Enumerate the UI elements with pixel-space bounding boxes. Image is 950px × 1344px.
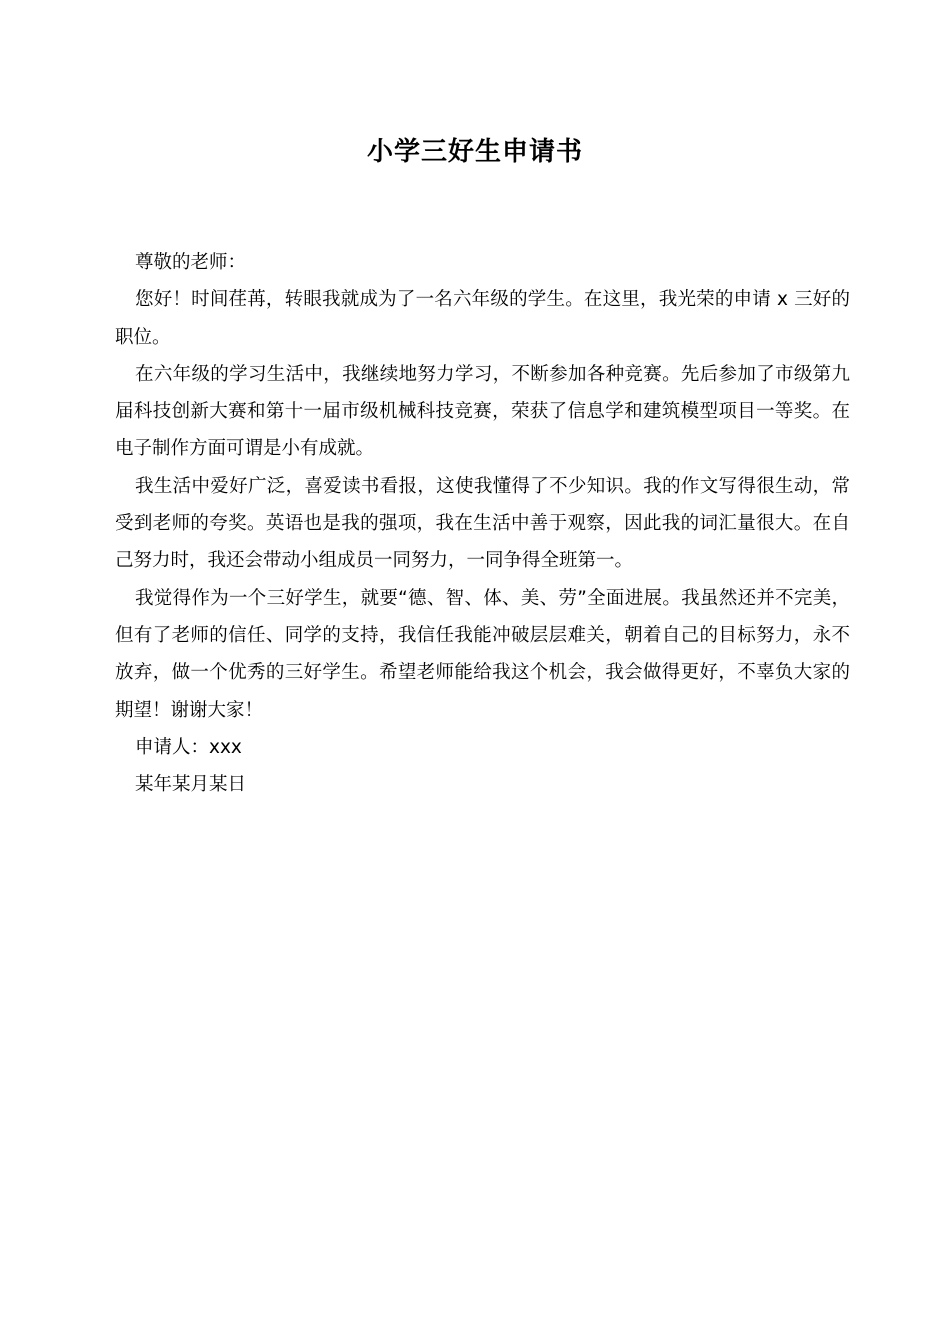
- document-title: 小学三好生申请书: [366, 137, 583, 167]
- paragraph-greeting: 您好！时间荏苒，转眼我就成为了一名六年级的学生。在这里，我光荣的申请 x 三好的职位。: [115, 289, 850, 348]
- salutation: 尊敬的老师：: [135, 252, 247, 273]
- document-date: 某年某月某日: [135, 774, 247, 796]
- applicant-signature: 申请人：xxx: [135, 736, 242, 758]
- paragraph-conclusion: 我觉得作为一个三好学生，就要“德、智、体、美、劳”全面进展。我虽然还并不完美，但有了老师的信任、同学的支持，我信任我能冲破层层难关，朝着自己的目标努力，永不放弃，做一个优秀的三好学生。希望老师能给我这个机会，我会做得更好，不辜负大家的期望！谢谢大家！: [115, 587, 850, 721]
- paragraph-hobbies: 我生活中爱好广泛，喜爱读书看报，这使我懂得了不少知识。我的作文写得很生动，常受到老师的夸奖。英语也是我的强项，我在生活中善于观察，因此我的词汇量很大。在自己努力时，我还会带动小组成员一同努力，一同争得全班第一。: [115, 475, 850, 572]
- paragraph-study: 在六年级的学习生活中，我继续地努力学习，不断参加各种竞赛。先后参加了市级第九届科技创新大赛和第十一届市级机械科技竞赛，荣获了信息学和建筑模型项目一等奖。在电子制作方面可谓是小有成就。: [115, 363, 850, 460]
- document-body: [115, 244, 850, 803]
